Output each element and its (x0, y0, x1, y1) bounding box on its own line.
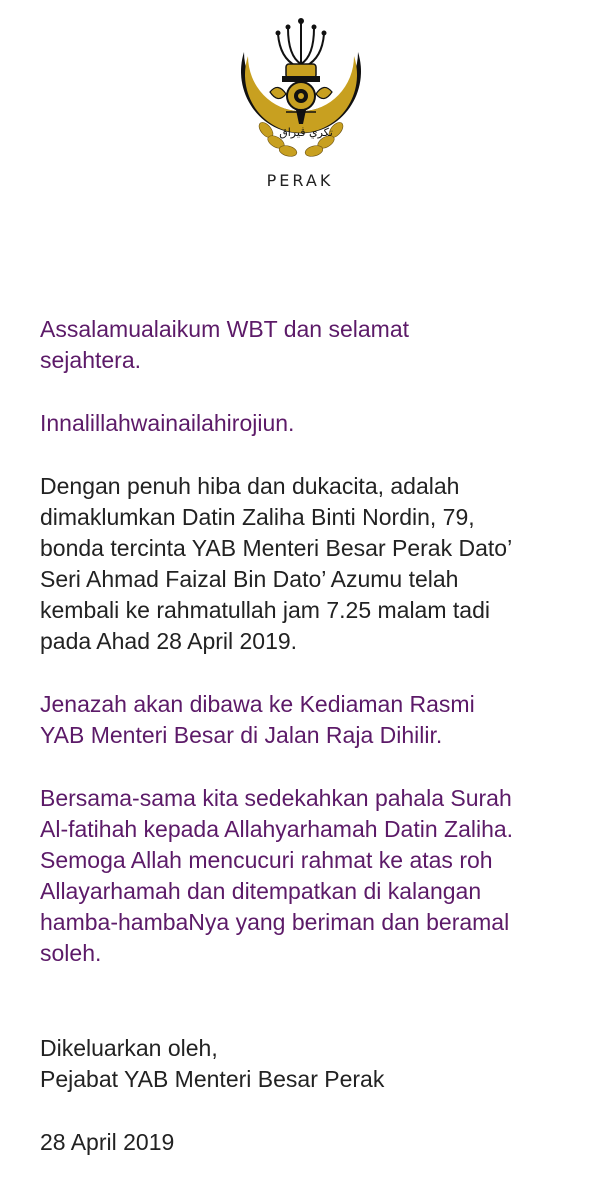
crest-jawi-text: تکري ڤيراق (279, 126, 333, 139)
paragraph-gap (40, 657, 585, 689)
issued-by-label: Dikeluarkan oleh, (40, 1035, 218, 1061)
paragraph-gap (40, 1095, 585, 1127)
announcement-paragraph: Dengan penuh hiba dan dukacita, adalah dimaklumkan Datin Zaliha Binti Nordin, 79, bonda tercinta YAB Menteri Besar Perak Dato’ Seri Ahmad Faizal Bin Dato’ Azumu telah kembali ke rahmatullah jam 7.25 malam tadi pada Ahad 28 April 2019. (40, 473, 513, 654)
funeral-location-paragraph: Jenazah akan dibawa ke Kediaman Rasmi YAB Menteri Besar di Jalan Raja Dihilir. (40, 691, 475, 748)
paragraph-gap (40, 751, 585, 783)
statement-body (40, 314, 585, 1158)
issuer-name: Pejabat YAB Menteri Besar Perak (40, 1066, 385, 1092)
section-gap (40, 969, 585, 1033)
prayer-paragraph: Bersama-sama kita sedekahkan pahala Surah Al-fatihah kepada Allahyarhamah Datin Zaliha. Semoga Allah mencucuri rahmat ke atas roh Allayarhamah dan ditempatkan di kalangan hamba-hambaNya yang beriman dan beramal soleh. (40, 785, 514, 966)
statement-date: 28 April 2019 (40, 1129, 175, 1155)
condolence-phrase: Innalillahwainailahirojiun. (40, 410, 295, 436)
crest-caption: PERAK (266, 171, 334, 190)
greeting-text: Assalamualaikum WBT dan selamat sejahtera. (40, 316, 409, 373)
paragraph-gap (40, 439, 585, 471)
paragraph-gap (40, 376, 585, 408)
